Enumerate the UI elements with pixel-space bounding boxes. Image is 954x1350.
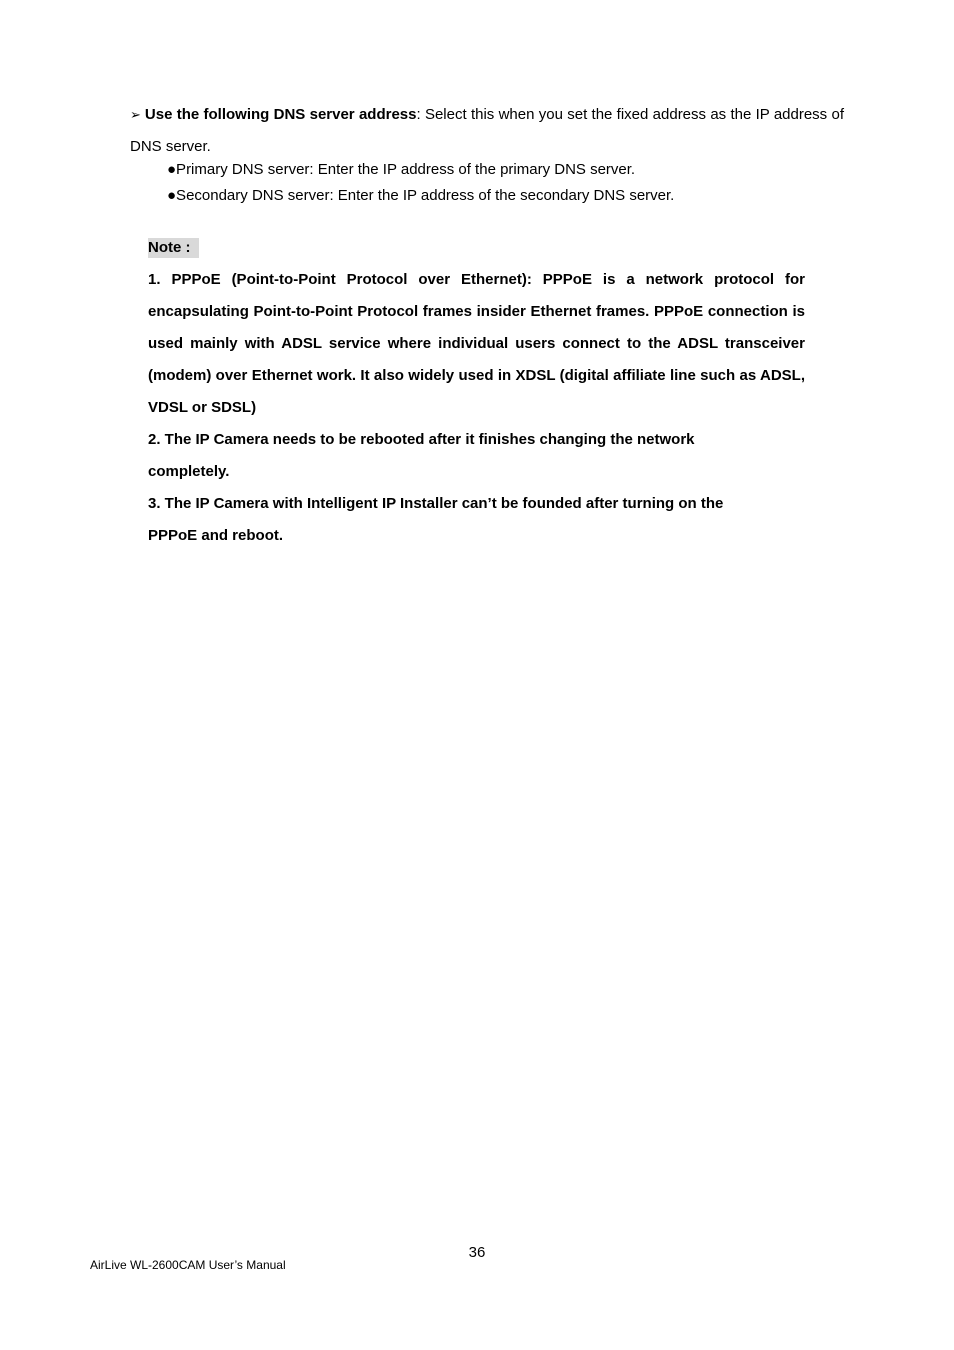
dns-option-paragraph bbox=[130, 99, 844, 163]
primary-dns-bullet: ●Primary DNS server: Enter the IP address of the primary DNS server. bbox=[167, 161, 636, 178]
arrow-bullet-icon: ➢ bbox=[130, 107, 141, 122]
secondary-dns-bullet: ●Secondary DNS server: Enter the IP address of the secondary DNS server. bbox=[167, 187, 675, 204]
dns-option-description: : Select this when you set the fixed address as the IP address of DNS server. bbox=[130, 106, 844, 155]
page-number: 36 bbox=[468, 1244, 486, 1261]
note-item-installer: 3. The IP Camera with Intelligent IP Installer can’t be founded after turning on the PPPoE and reboot. bbox=[148, 495, 724, 544]
note-item-reboot: 2. The IP Camera needs to be rebooted after it finishes changing the network completely. bbox=[148, 431, 695, 480]
footer-manual-title: AirLive WL-2600CAM User’s Manual bbox=[90, 1258, 286, 1272]
note-label: Note : bbox=[148, 238, 199, 258]
note-item-pppoe: 1. PPPoE (Point-to-Point Protocol over Ethernet): PPPoE is a network protocol for encapsulating Point-to-Point Protocol frames insider Ethernet frames. PPPoE connection is used mainly with ADSL service where individual users connect to the ADSL transceiver (modem) over Ethernet work. It also widely used in XDSL (digital affiliate line such as ADSL, VDSL or SDSL) bbox=[148, 271, 805, 416]
dns-option-term: Use the following DNS server address bbox=[144, 106, 417, 123]
note-body bbox=[148, 264, 805, 552]
